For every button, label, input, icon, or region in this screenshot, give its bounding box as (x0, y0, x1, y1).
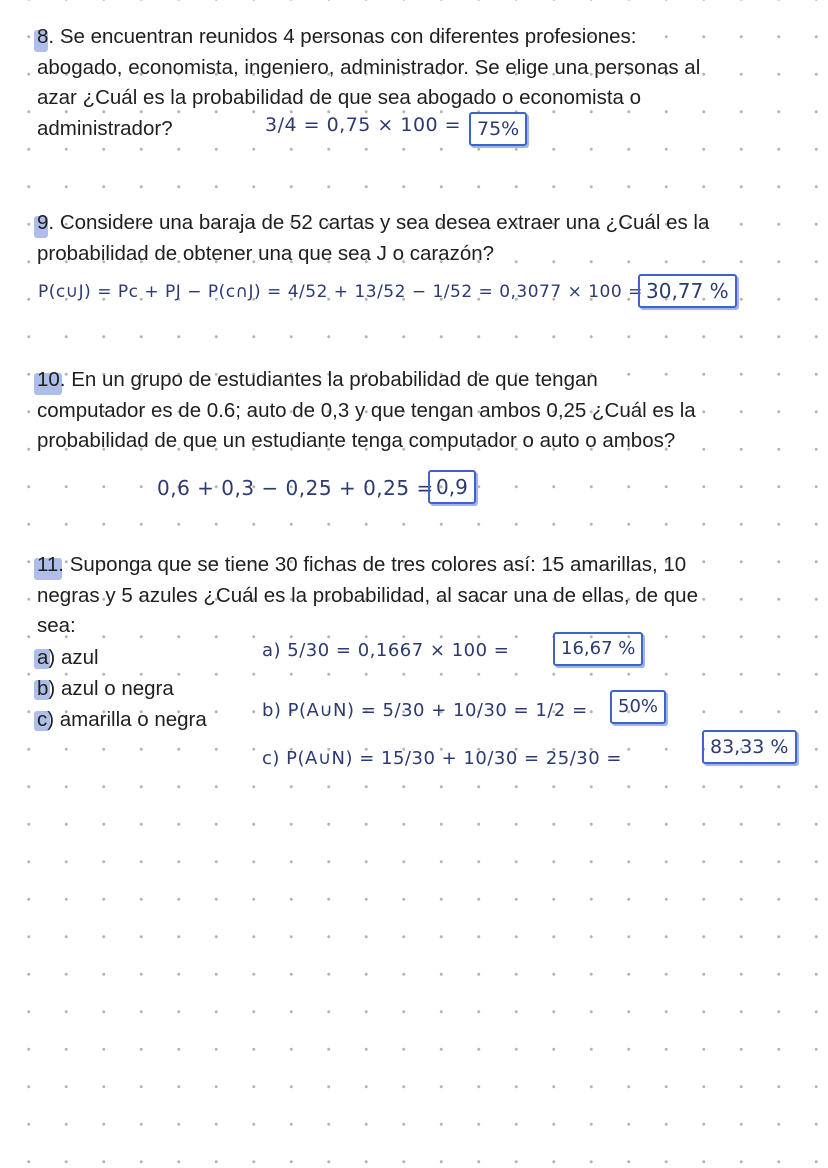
question-11c-work: c) P(A∪N) = 15/30 + 10/30 = 25/30 = (262, 748, 622, 769)
question-8-line-1: 8. Se encuentran reunidos 4 personas con diferentes profesiones: (37, 22, 700, 53)
question-11a-answer-box: 16,67 % (553, 632, 643, 666)
question-number: 10. (37, 368, 66, 391)
question-8-line-4: administrador? (37, 116, 173, 140)
question-9-line-1: 9. Considere una baraja de 52 cartas y sea desea extraer una ¿Cuál es la (37, 208, 709, 239)
question-8-answer-box: 75% (469, 112, 527, 146)
option-a: a) azul (37, 643, 99, 674)
question-10-line-2: computador es de 0.6; auto de 0,3 y que tengan ambos 0,25 ¿Cuál es la (37, 398, 696, 422)
question-8-line-2: abogado, economista, ingeniero, administrador. Se elige una personas al (37, 55, 701, 79)
option-c: c) amarilla o negra (37, 705, 207, 736)
question-11b-work: b) P(A∪N) = 5/30 + 10/30 = 1/2 = (262, 700, 588, 721)
question-10-line-1: 10. En un grupo de estudiantes la probabilidad de que tengan (37, 365, 696, 396)
question-8-line-3: azar ¿Cuál es la probabilidad de que sea abogado o economista o (37, 86, 642, 109)
question-number: 8. (37, 25, 54, 48)
question-9-answer-box: 30,77 % (638, 274, 737, 308)
question-11 (37, 550, 698, 642)
question-11a-work: a) 5/30 = 0,1667 × 100 = (262, 640, 510, 661)
question-11-line-2: negras y 5 azules ¿Cuál es la probabilidad, al sacar una de ellas, de que (37, 583, 698, 607)
question-10-answer-box: 0,9 (428, 470, 476, 504)
question-8-work: 3/4 = 0,75 × 100 = (265, 114, 462, 136)
question-10 (37, 365, 696, 457)
question-11b-answer-box: 50% (610, 690, 666, 724)
question-number: 9. (37, 211, 54, 234)
question-11-line-1: 11. Suponga que se tiene 30 fichas de tres colores así: 15 amarillas, 10 (37, 550, 698, 581)
question-10-work: 0,6 + 0,3 − 0,25 + 0,25 = (157, 476, 434, 500)
option-b: b) azul o negra (37, 674, 174, 705)
question-9-line-2: probabilidad de obtener una que sea J o carazón? (37, 241, 495, 265)
question-number: 11. (37, 553, 64, 576)
question-9 (37, 208, 709, 269)
question-11c-answer-box: 83,33 % (702, 730, 797, 764)
question-10-line-3: probabilidad de que un estudiante tenga computador o auto o ambos? (37, 429, 676, 452)
question-11-line-3: sea: (37, 614, 76, 637)
question-9-work: P(c∪J) = Pc + PJ − P(c∩J) = 4/52 + 13/52 − 1/52 = 0,3077 × 100 = (38, 282, 643, 302)
